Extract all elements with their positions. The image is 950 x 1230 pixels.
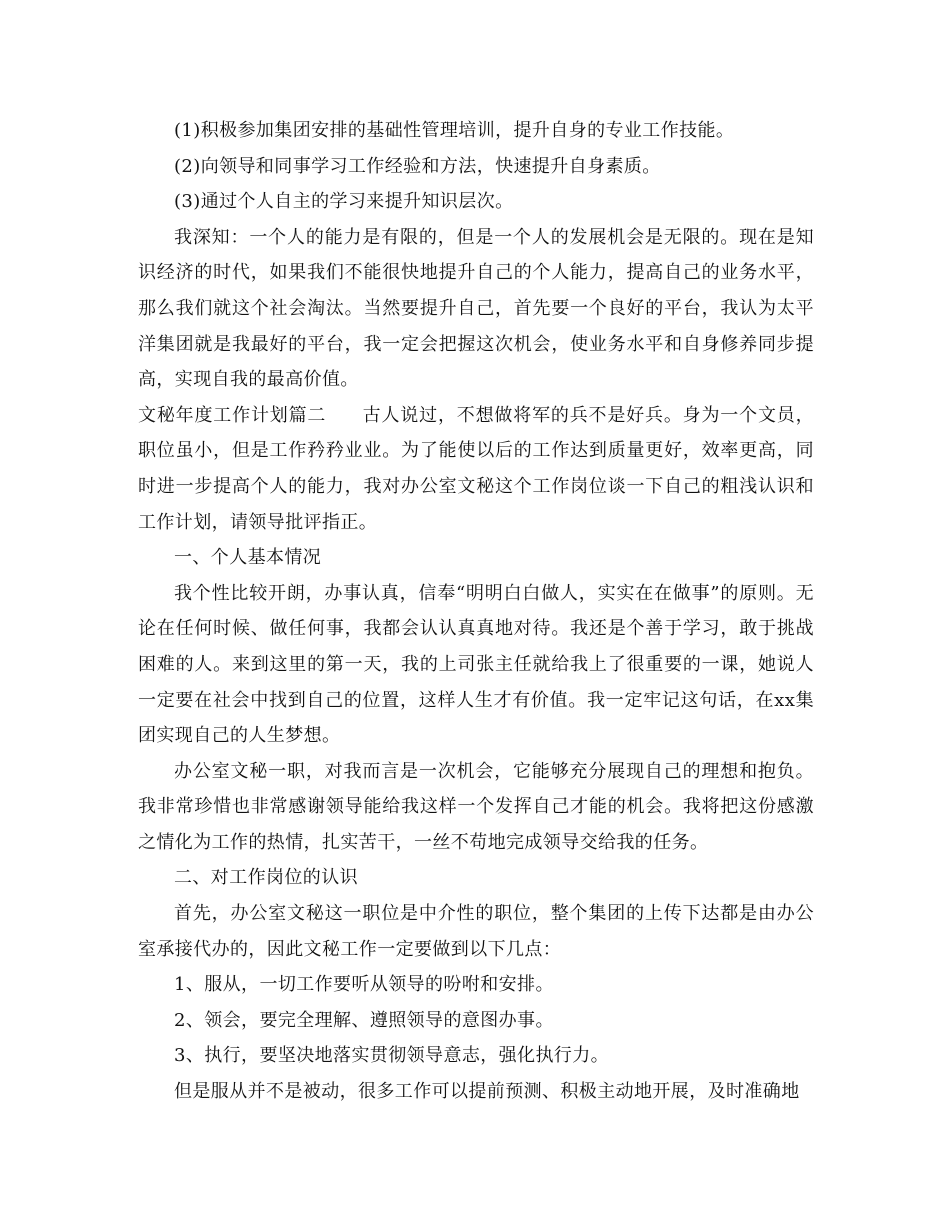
list-item-execute: 3、执行，要坚决地落实贯彻领导意志，强化执行力。 (174, 1045, 610, 1067)
paragraph-job-role: 首先，办公室文秘这一职位是中介性的职位，整个集团的上传下达都是由办公室承接代办的，因此文秘工作一定要做到以下几点： (138, 903, 814, 960)
section-heading: 文秘年度工作计划篇二 (138, 404, 327, 426)
heading-personal-info: 一、个人基本情况 (174, 547, 322, 569)
paragraph-training-item-1: (1)积极参加集团安排的基础性管理培训，提升自身的专业工作技能。 (174, 120, 735, 141)
paragraph-self-awareness: 我深知：一个人的能力是有限的，但是一个人的发展机会是无限的。现在是知识经济的时代，如果我们不能很快地提升自己的个人能力，提高自己的业务水平，那么我们就这个社会淘汰。当然要提升自己，首先要一个良好的平台，我认为太平洋集团就是我最好的平台，我一定会把握这次机会，使业务水平和自身修养同步提高，实现自我的最高价值。 (138, 226, 814, 391)
paragraph-training-item-3: (3)通过个人自主的学习来提升知识层次。 (174, 191, 514, 213)
paragraph-proactive: 但是服从并不是被动，很多工作可以提前预测、积极主动地开展，及时准确地 (174, 1081, 800, 1103)
paragraph-section-two (138, 398, 814, 540)
document-page (138, 113, 814, 1110)
heading-job-understanding: 二、对工作岗位的认识 (174, 867, 358, 889)
paragraph-personality: 我个性比较开朗，办事认真，信奉“明明白白做人，实实在在做事”的原则。无论在任何时候、做任何事，我都会认认真真地对待。我还是个善于学习，敢于挑战困难的人。来到这里的第一天，我的上司张主任就给我上了很重要的一课，她说人一定要在社会中找到自己的位置，这样人生才有价值。我一定牢记这句话，在xx集团实现自己的人生梦想。 (138, 582, 814, 747)
section-intro-text: 古人说过，不想做将军的兵不是好兵。身为一个文员，职位虽小，但是工作矜矜业业。为了能使以后的工作达到质量更好，效率更高，同时进一步提高个人的能力，我对办公室文秘这个工作岗位谈一下自己的粗浅认识和工作计划，请领导批评指正。 (138, 404, 814, 533)
paragraph-training-item-2: (2)向领导和同事学习工作经验和方法，快速提升自身素质。 (174, 155, 661, 177)
list-item-understand: 2、领会，要完全理解、遵照领导的意图办事。 (174, 1009, 554, 1031)
paragraph-opportunity: 办公室文秘一职，对我而言是一次机会，它能够充分展现自己的理想和抱负。我非常珍惜也非常感谢领导能给我这样一个发挥自己才能的机会。我将把这份感激之情化为工作的热情，扎实苦干，一丝不苟地完成领导交给我的任务。 (138, 760, 814, 853)
list-item-obey: 1、服从，一切工作要听从领导的吩咐和安排。 (174, 974, 554, 996)
